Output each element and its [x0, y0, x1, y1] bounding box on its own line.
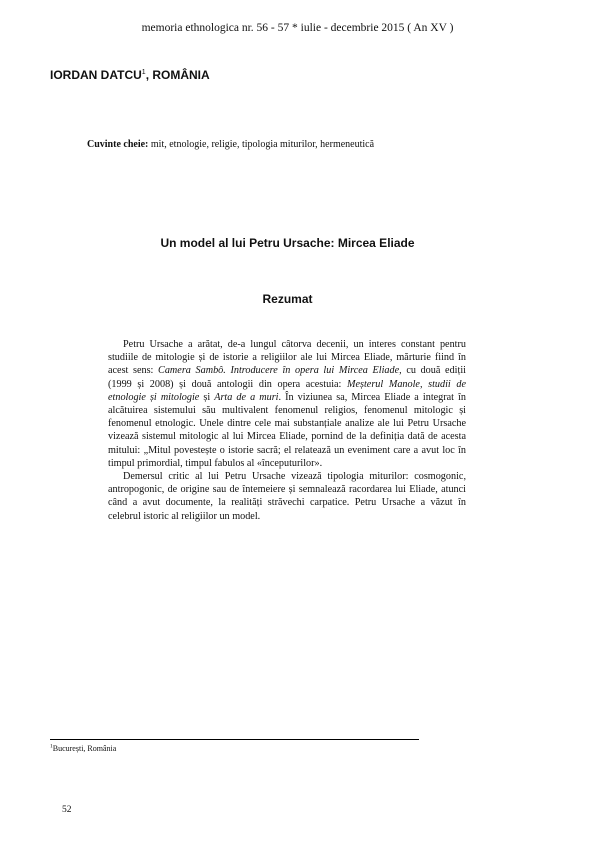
author-country: , ROMÂNIA — [145, 68, 210, 82]
book-title: Camera Sambô. Introducere în opera lui Mircea Eliade, — [158, 365, 402, 377]
book-title: Meșterul Manole, studii de etnologie și mitologie — [108, 378, 466, 403]
abstract-text: . În viziunea sa, Mircea Eliade a integrat în alcătuirea sistemului său multivalent fenomenul religios, fenomenul mitologic și fenomenul etnologic. Unele dintre cele mai substanțiale analize ale lui Petru Ursache vizează sistemul mitologic al lui Mircea Eliade, pornind de la definiția dată de acesta mitului: „Mitul povestește o istorie sacră; el relatează un eveniment care a avut loc în timpul primordial, timpul fabulos al «începuturilor». — [108, 391, 466, 469]
footnote — [50, 744, 116, 753]
footnote-text: București, România — [52, 744, 117, 753]
book-title: Arta de a muri — [214, 391, 279, 403]
footnote-rule — [50, 739, 419, 740]
keywords — [87, 139, 374, 150]
page-number: 52 — [62, 805, 72, 815]
running-header: memoria ethnologica nr. 56 - 57 * iulie - decembrie 2015 ( An XV ) — [141, 22, 454, 34]
abstract-paragraph-1 — [108, 338, 466, 470]
keywords-label: Cuvinte cheie: — [87, 139, 149, 150]
author-line — [50, 68, 210, 82]
abstract-paragraph-2: Demersul critic al lui Petru Ursache vizează tipologia miturilor: cosmogonic, antropogonic, de origine sau de întemeiere și semnalează racordarea lui Eliade, atunci când a avut documente, la realități străvechi carpatice. Petru Ursache a văzut în celebrul istoric al religiilor un model. — [108, 471, 466, 522]
abstract-text: Petru Ursache a arătat, de-a lungul câtorva decenii, un interes constant pentru studiile de mitologie și de istorie a religiilor ale lui Mircea Eliade, mărturie fiind în acest sens: — [108, 339, 466, 377]
article-title: Un model al lui Petru Ursache: Mircea Eliade — [160, 236, 415, 250]
keywords-text: mit, etnologie, religie, tipologia miturilor, hermeneutică — [148, 139, 375, 150]
author-name: IORDAN DATCU — [50, 68, 142, 82]
abstract-text: și — [199, 391, 215, 403]
abstract-body — [108, 338, 466, 523]
author-footnote-mark: 1 — [141, 69, 146, 76]
abstract-text: cu două ediții (1999 și 2008) și două antologii din opera acestuia: — [108, 365, 466, 390]
footnote-mark: 1 — [50, 743, 53, 750]
abstract-heading: Rezumat — [262, 292, 313, 306]
